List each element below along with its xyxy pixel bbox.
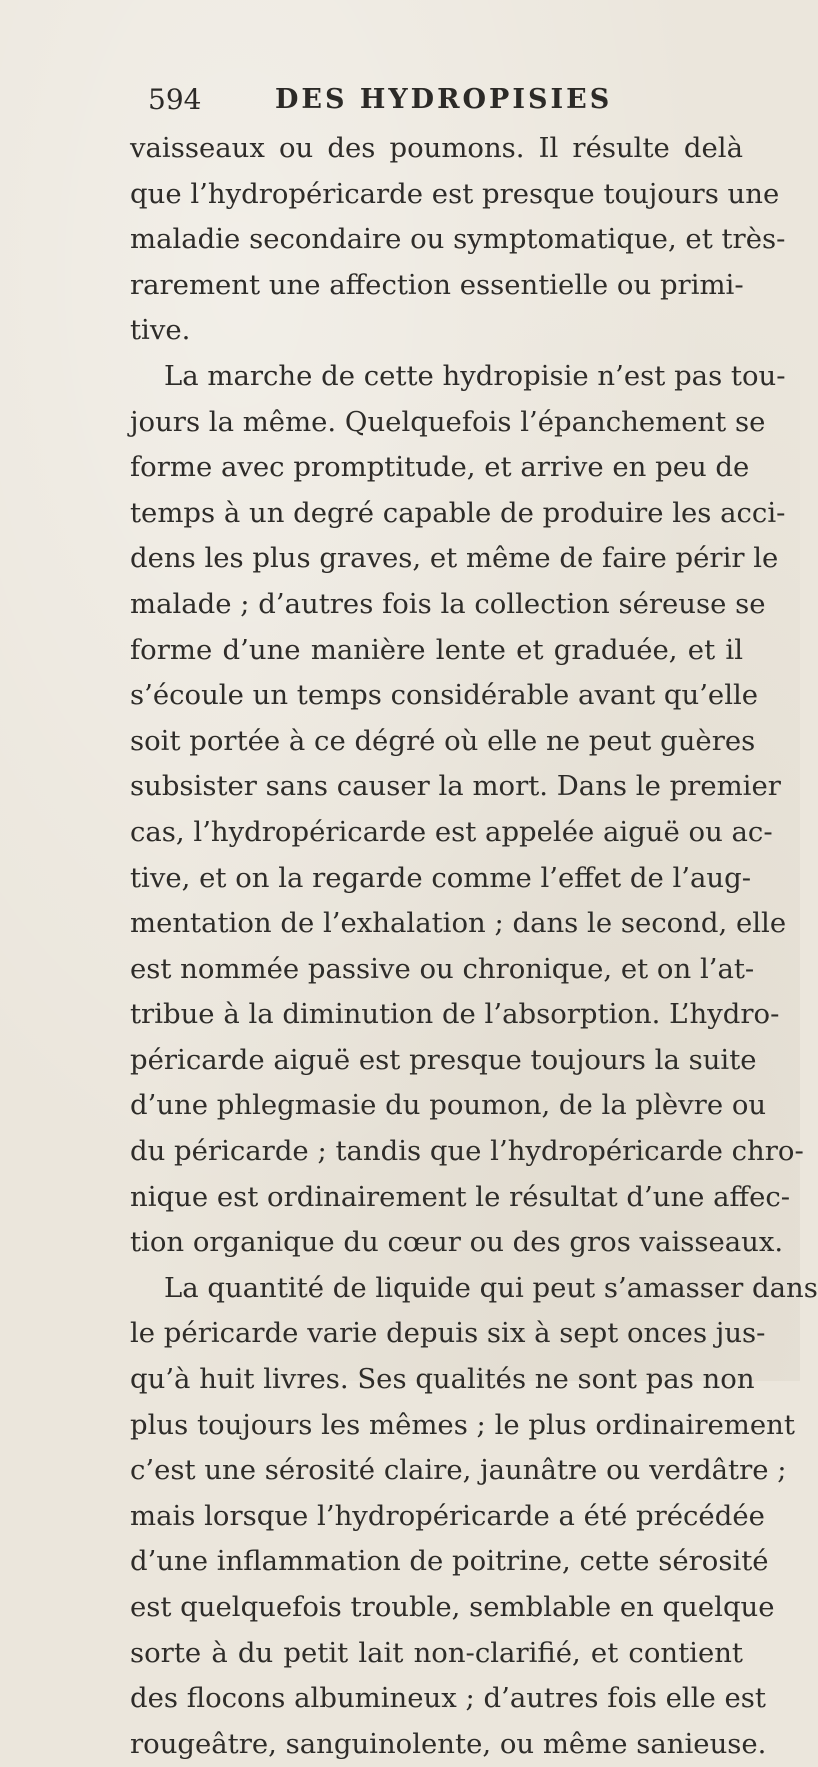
text-line: La marche de cette hydropisie n’est pas tou- [164, 359, 786, 392]
text-line: que l’hydropéricarde est presque toujours une [130, 177, 780, 210]
text-line: maladie secondaire ou symptomatique, et très- [130, 223, 786, 256]
text-line: dens les plus graves, et même de faire périr le [130, 542, 779, 575]
text-line: est nommée passive ou chronique, et on l’at- [130, 952, 755, 985]
text-line: temps à un degré capable de produire les acci- [130, 496, 786, 529]
text-line: malade ; d’autres fois la collection séreuse se [130, 587, 766, 620]
text-line: plus toujours les mêmes ; le plus ordinairement [130, 1408, 795, 1441]
text-line: péricarde aiguë est presque toujours la suite [130, 1043, 757, 1076]
text-line: mais lorsque l’hydropéricarde a été précédée [130, 1499, 765, 1532]
text-line: tribue à la diminution de l’absorption. L’hydro- [130, 998, 780, 1031]
running-head: DES HYDROPISIES [275, 84, 613, 115]
text-line: tive, et on la regarde comme l’effet de l’aug- [130, 861, 752, 894]
page-number: 594 [148, 83, 202, 116]
text-line: c’est une sérosité claire, jaunâtre ou verdâtre ; [130, 1454, 787, 1487]
text-line: tive. [130, 314, 191, 347]
text-line: est quelquefois trouble, semblable en quelque [130, 1591, 775, 1623]
text-line: forme d’une manière lente et graduée, et il [130, 633, 743, 666]
text-line: forme avec promptitude, et arrive en peu de [130, 451, 750, 484]
text-line: du péricarde ; tandis que l’hydropéricarde chro- [130, 1135, 804, 1168]
body-text [130, 126, 818, 1767]
text-line: s’écoule un temps considérable avant qu’elle [130, 679, 759, 712]
text-line: subsister sans causer la mort. Dans le premier [130, 770, 781, 803]
text-line: d’une phlegmasie du poumon, de la plèvre ou [130, 1089, 767, 1122]
text-line: vaisseaux ou des poumons. Il résulte delà [130, 132, 743, 164]
text-line: qu’à huit livres. Ses qualités ne sont pas non [130, 1363, 755, 1396]
text-line: tion organique du cœur ou des gros vaisseaux. [130, 1226, 784, 1259]
text-line: d’une inflammation de poitrine, cette sérosité [130, 1545, 769, 1578]
text-line: cas, l’hydropéricarde est appelée aiguë ou ac- [130, 815, 773, 848]
text-line: jours la même. Quelquefois l’épanchement se [130, 405, 766, 438]
text-line: le péricarde varie depuis six à sept onces jus- [130, 1317, 766, 1350]
text-line: soit portée à ce dégré où elle ne peut guères [130, 724, 756, 757]
text-line: nique est ordinairement le résultat d’une affec- [130, 1180, 791, 1213]
text-line: sorte à du petit lait non-clarifié, et contient [130, 1636, 743, 1669]
page-header [148, 80, 748, 120]
text-line: rarement une affection essentielle ou primi- [130, 268, 744, 301]
text-line: rougeâtre, sanguinolente, ou même sanieuse. [130, 1727, 767, 1760]
text-line: mentation de l’exhalation ; dans le second, elle [130, 907, 787, 940]
text-line: des flocons albumineux ; d’autres fois elle est [130, 1682, 766, 1715]
text-line: La quantité de liquide qui peut s’amasser dans [164, 1271, 818, 1304]
